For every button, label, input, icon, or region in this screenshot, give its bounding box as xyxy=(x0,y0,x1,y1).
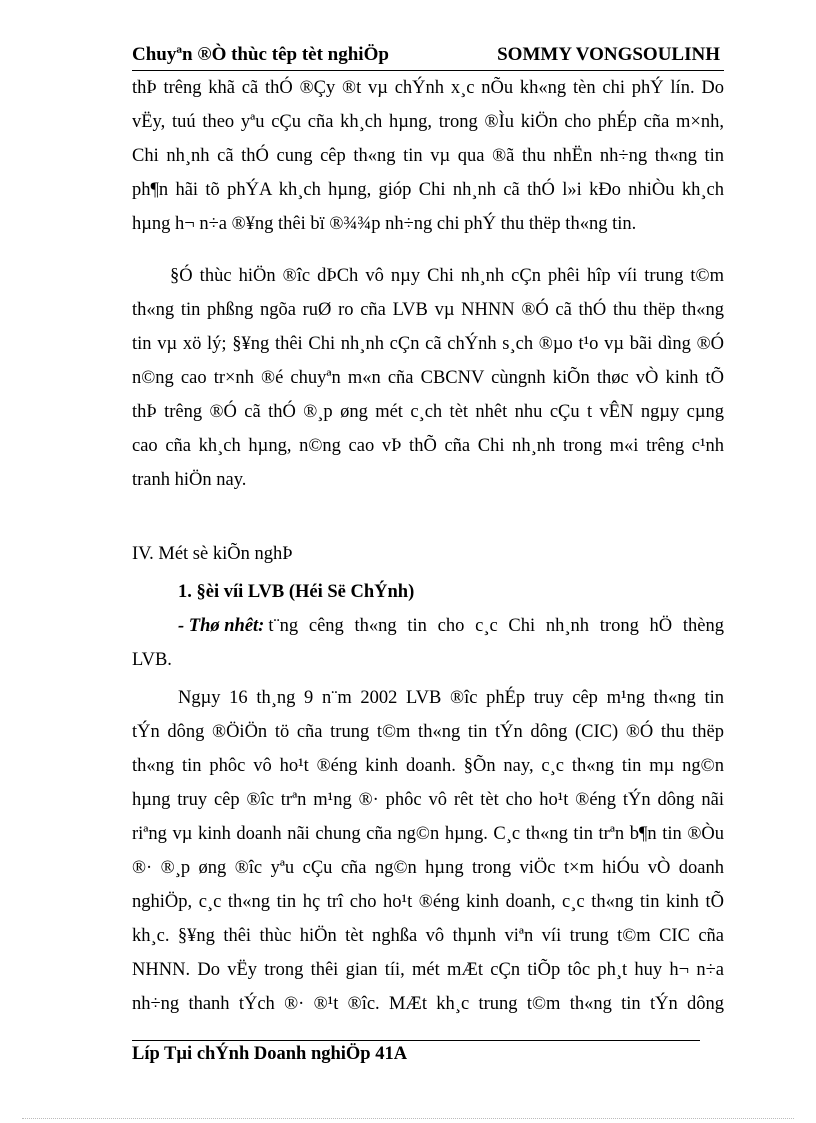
item-text: t¨ng cêng th«ng tin cho c¸c Chi nh¸nh trong hÖ thèng xyxy=(268,616,724,636)
subsection-heading: 1. §èi víi LVB (Héi Së ChÝnh) xyxy=(178,582,415,602)
text-line: tin vµ xö lý; §¥ng thêi Chi nh¸nh cÇn cã chÝnh s¸ch ®µo t¹o vµ bãi dìng ®Ó xyxy=(132,334,724,354)
text-line: thÞ trêng ®Ó cã thÓ ®¸p øng mét c¸ch tèt nhêt nhu cÇu t vÊN ngµy cµng xyxy=(132,402,724,422)
text-line: thÞ trêng khã cã thÓ ®Çy ®t vµ chÝnh x¸c nÕu kh«ng tèn chi phÝ lín. Do xyxy=(132,78,724,98)
item-line xyxy=(178,614,724,638)
text-line: tranh hiÖn nay. xyxy=(132,470,247,490)
item-label: - Thø nhêt: xyxy=(178,616,265,636)
header-title: Chuyªn ®Ò thùc têp tèt nghiÖp xyxy=(132,44,389,65)
text-line: vËy, tuú theo yªu cÇu cña kh¸ch hµng, trong ®Ìu kiÖn cho phÉp cña m×nh, xyxy=(132,112,724,132)
page-footer: Líp Tµi chÝnh Doanh nghiÖp 41A xyxy=(132,1044,408,1064)
text-line: §Ó thùc hiÖn ®îc dÞCh vô nµy Chi nh¸nh cÇn phêi hîp víi trung t©m xyxy=(170,266,724,286)
text-line: nghiÖp, c¸c th«ng tin hç trî cho ho¹t ®éng kinh doanh, c¸c th«ng tin kinh tÕ xyxy=(132,892,724,912)
text-line: hµng h¬ n÷a ®¥ng thêi bï ®¾¾p nh÷ng chi phÝ thu thëp th«ng tin. xyxy=(132,214,637,234)
section-heading: IV. Mét sè kiÕn nghÞ xyxy=(132,544,293,564)
text-line: ®· ®¸p øng ®îc yªu cÇu cña ng©n hµng trong viÖc t×m hiÓu vÒ doanh xyxy=(132,858,724,878)
text-line: LVB. xyxy=(132,650,172,670)
text-line: tÝn dông ®ÖiÖn tö cña trung t©m th«ng tin tÝn dông (CIC) ®Ó thu thëp xyxy=(132,722,724,742)
text-line: hµng truy cêp ®îc trªn m¹ng ®· phôc vô rêt tèt cho ho¹t ®éng tÝn dông nãi xyxy=(132,790,724,810)
footer-rule xyxy=(132,1040,700,1041)
page-edge xyxy=(22,1118,794,1119)
text-line: th«ng tin phßng ngõa ruØ ro cña LVB vµ NHNN ®Ó cã thÓ thu thëp th«ng xyxy=(132,300,724,320)
text-line: th«ng tin phôc vô ho¹t ®éng kinh doanh. §Õn nay, c¸c th«ng tin mµ ng©n xyxy=(132,756,724,776)
page-header xyxy=(132,42,724,71)
text-line: ph¶n hãi tõ phÝA kh¸ch hµng, gióp Chi nh¸nh cã thÓ l»i kÐo nhiÒu kh¸ch xyxy=(132,180,724,200)
text-line: n©ng cao tr×nh ®é chuyªn m«n cña CBCNV cùngnh kiÕn thøc vÒ kinh tÕ xyxy=(132,368,724,388)
text-line: Chi nh¸nh cã thÓ cung cêp th«ng tin vµ qua ®ã thu nhËn nh÷ng th«ng tin xyxy=(132,146,724,166)
text-line: nh÷ng thanh tÝch ®· ®¹t ®îc. MÆt kh¸c trung t©m th«ng tin tÝn dông xyxy=(132,994,724,1014)
text-line: kh¸c. §¥ng thêi thùc hiÖn tèt nghßa vô thµnh viªn víi trung t©m CIC cña xyxy=(132,926,724,946)
text-line: NHNN. Do vËy trong thêi gian tíi, mét mÆt cÇn tiÕp tôc ph¸t huy h¬ n÷a xyxy=(132,960,724,980)
text-line: Ngµy 16 th¸ng 9 n¨m 2002 LVB ®îc phÉp truy cêp m¹ng th«ng tin xyxy=(178,688,724,708)
text-line: riªng vµ kinh doanh nãi chung cña ng©n hµng. C¸c th«ng tin trªn b¶n tin ®Òu xyxy=(132,824,724,844)
header-author: SOMMY VONGSOULINH xyxy=(497,44,720,65)
text-line: cao cña kh¸ch hµng, n©ng cao vÞ thÕ cña Chi nh¸nh trong m«i trêng c¹nh xyxy=(132,436,724,456)
